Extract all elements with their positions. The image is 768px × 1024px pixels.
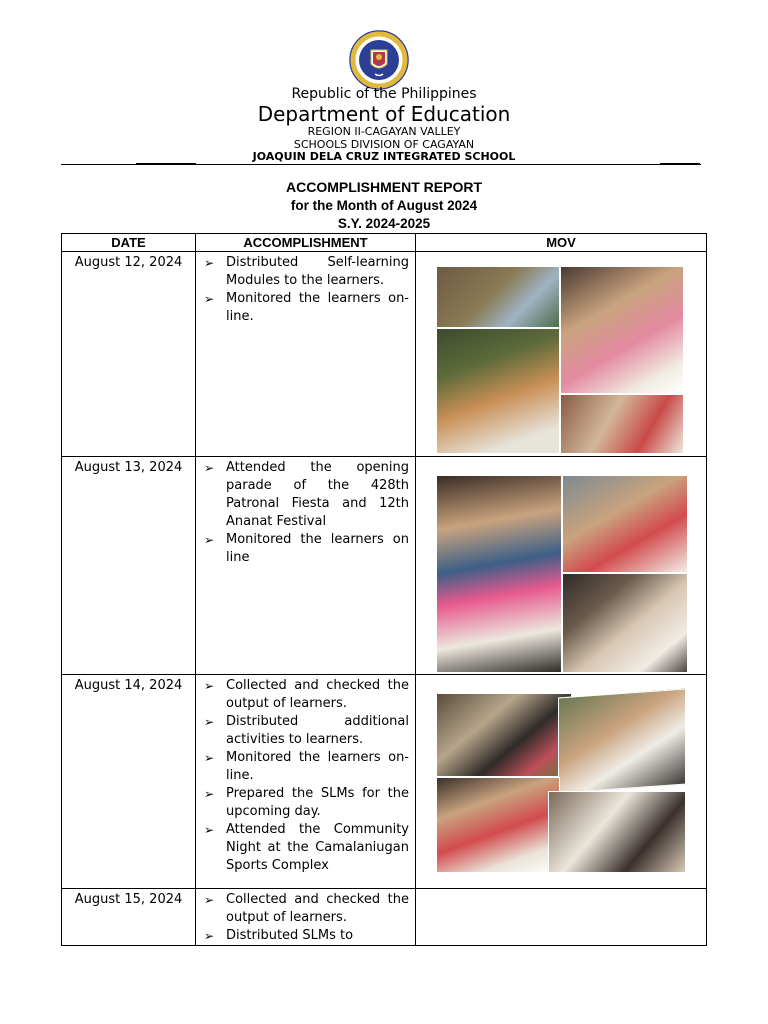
accomplishment-item xyxy=(204,749,409,785)
department-name: Department of Education xyxy=(257,102,511,126)
arrow-bullet-icon: ➢ xyxy=(204,533,215,547)
arrow-bullet-icon: ➢ xyxy=(204,292,215,306)
arrow-bullet-icon: ➢ xyxy=(204,461,215,475)
header-divider-accent-left xyxy=(136,163,196,164)
region-line: REGION II-CAGAYAN VALLEY xyxy=(307,125,461,138)
deped-seal-icon xyxy=(349,30,409,90)
arrow-bullet-icon: ➢ xyxy=(204,823,215,837)
row-date: August 13, 2024 xyxy=(62,457,196,675)
mov-photo xyxy=(562,475,688,573)
row-mov-photos xyxy=(416,252,707,457)
accomplishment-text: Prepared the SLMs for the upcoming day. xyxy=(226,786,409,819)
row-mov-photos xyxy=(416,457,707,675)
accomplishment-item xyxy=(204,785,409,821)
accomplishment-text: Monitored the learners on-line. xyxy=(226,291,409,324)
column-header-accomplishment: ACCOMPLISHMENT xyxy=(196,234,416,252)
accomplishment-text: Distributed SLMs to xyxy=(226,928,354,943)
arrow-bullet-icon: ➢ xyxy=(204,256,215,270)
accomplishment-text: Distributed Self-learning Modules to the learners. xyxy=(226,255,409,288)
mov-photo xyxy=(548,791,686,873)
accomplishment-table xyxy=(61,233,707,946)
table-row xyxy=(62,675,707,889)
accomplishment-text: Monitored the learners on-line. xyxy=(226,750,409,783)
row-accomplishments xyxy=(196,675,416,889)
accomplishment-item xyxy=(204,713,409,749)
accomplishment-item xyxy=(204,821,409,875)
school-name: JOAQUIN DELA CRUZ INTEGRATED SCHOOL xyxy=(252,150,516,163)
header-divider xyxy=(61,164,701,165)
arrow-bullet-icon: ➢ xyxy=(204,679,215,693)
accomplishment-text: Collected and checked the output of learners. xyxy=(226,892,409,925)
accomplishment-item xyxy=(204,290,409,326)
row-mov-photos xyxy=(416,889,707,946)
accomplishment-text: Monitored the learners on line xyxy=(226,532,409,565)
table-row xyxy=(62,889,707,946)
accomplishment-text: Attended the opening parade of the 428th Patronal Fiesta and 12th Ananat Festival xyxy=(226,460,409,529)
mov-photo xyxy=(436,693,572,777)
row-mov-photos xyxy=(416,675,707,889)
arrow-bullet-icon: ➢ xyxy=(204,715,215,729)
arrow-bullet-icon: ➢ xyxy=(204,751,215,765)
accomplishment-item xyxy=(204,531,409,567)
mov-photo xyxy=(560,394,684,454)
arrow-bullet-icon: ➢ xyxy=(204,893,215,907)
accomplishment-item xyxy=(204,677,409,713)
row-accomplishments xyxy=(196,457,416,675)
table-row xyxy=(62,457,707,675)
republic-line: Republic of the Philippines xyxy=(291,86,477,102)
mov-photo xyxy=(436,266,560,328)
table-row xyxy=(62,252,707,457)
accomplishment-text: Distributed additional activities to learners. xyxy=(226,714,409,747)
division-line: SCHOOLS DIVISION OF CAGAYAN xyxy=(293,138,475,151)
table-header-row xyxy=(62,234,707,252)
accomplishment-item xyxy=(204,927,409,945)
mov-photo xyxy=(562,573,688,673)
column-header-mov: MOV xyxy=(416,234,707,252)
header-divider-accent-right xyxy=(660,163,700,164)
arrow-bullet-icon: ➢ xyxy=(204,929,215,943)
row-accomplishments xyxy=(196,889,416,946)
mov-photo xyxy=(436,328,560,454)
mov-photo xyxy=(436,475,562,673)
report-subtitle: for the Month of August 2024 xyxy=(290,198,478,213)
mov-photo xyxy=(558,689,686,794)
mov-photo xyxy=(560,266,684,394)
row-date: August 14, 2024 xyxy=(62,675,196,889)
column-header-date: DATE xyxy=(62,234,196,252)
mov-photo xyxy=(436,777,560,873)
report-title: ACCOMPLISHMENT REPORT xyxy=(286,179,482,195)
row-date: August 12, 2024 xyxy=(62,252,196,457)
accomplishment-item xyxy=(204,459,409,531)
row-accomplishments xyxy=(196,252,416,457)
report-school-year: S.Y. 2024-2025 xyxy=(337,216,431,231)
accomplishment-text: Collected and checked the output of learners. xyxy=(226,678,409,711)
arrow-bullet-icon: ➢ xyxy=(204,787,215,801)
accomplishment-item xyxy=(204,254,409,290)
accomplishment-text: Attended the Community Night at the Camalaniugan Sports Complex xyxy=(226,822,409,873)
accomplishment-item xyxy=(204,891,409,927)
row-date: August 15, 2024 xyxy=(62,889,196,946)
